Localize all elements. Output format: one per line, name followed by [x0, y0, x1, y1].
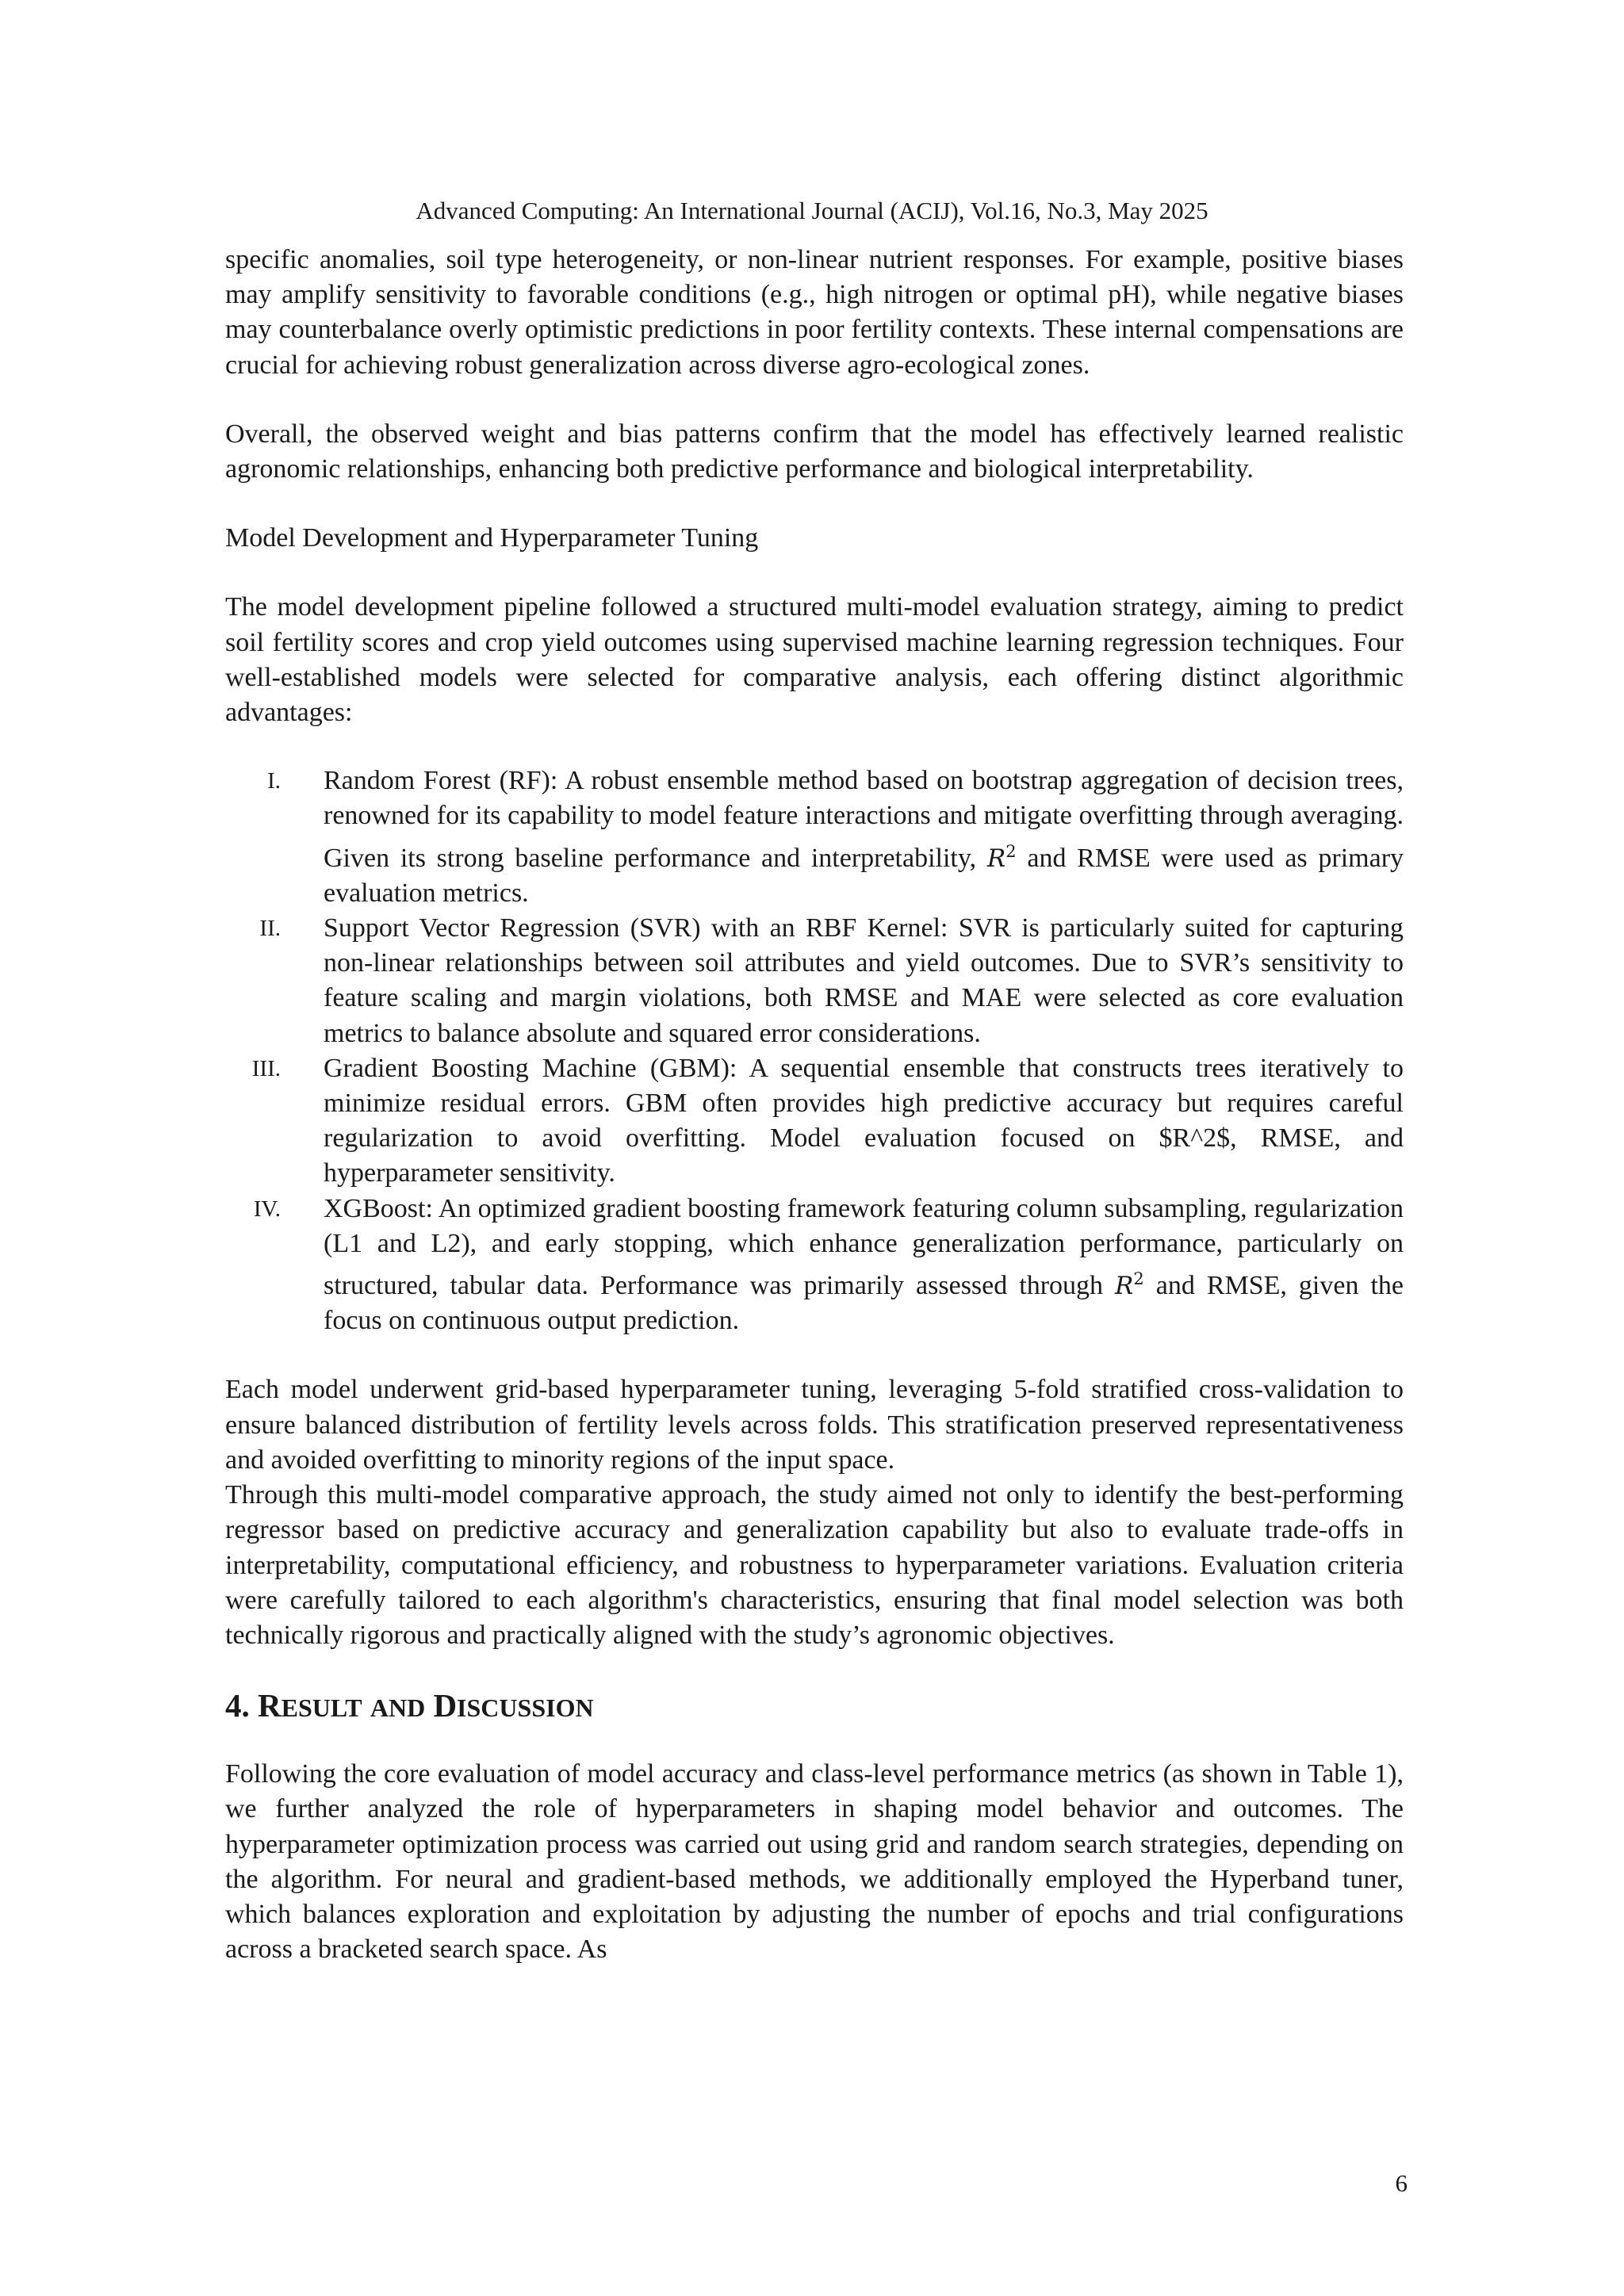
- list-item: [225, 1192, 1404, 1339]
- list-text: and RMSE, given the focus on continuous output prediction.: [324, 1271, 1404, 1336]
- list-number: III.: [251, 1055, 281, 1081]
- paragraph: Overall, the observed weight and bias patterns confirm that the model has effectively learned realistic agronomic relationships, enhancing both predictive performance and biological interpretability.: [225, 419, 1404, 484]
- list-text: Random Forest (RF): A robust ensemble method based on bootstrap aggregation of decision trees, renowned for its capability to model feature interactions and mitigate overfitting through averaging. Given its strong baseline performance and interpretability,: [324, 766, 1404, 873]
- running-header: Advanced Computing: An International Journal (ACIJ), Vol.16, No.3, May 2025: [416, 197, 1208, 224]
- paragraph: The model development pipeline followed a structured multi-model evaluation strategy, aiming to predict soil fertility scores and crop yield outcomes using supervised machine learning regression techniques. Four well-established models were selected for comparative analysis, each offering distinct algorithmic advantages:: [225, 592, 1404, 728]
- list-item: [225, 1051, 1404, 1192]
- math-symbol: $R^2$: [1115, 1269, 1144, 1301]
- list-item: [225, 763, 1404, 911]
- list-text: XGBoost: An optimized gradient boosting framework featuring column subsampling, regularization (L1 and L2), and early stopping, which enhance generalization performance, particularly on structured, tabular data. Performance was primarily assessed through: [324, 1193, 1404, 1301]
- paragraph: Following the core evaluation of model accuracy and class-level performance metrics (as shown in Table 1), we further analyzed the role of hyperparameters in shaping model behavior and outcomes. The hyperparameter optimization process was carried out using grid and random search strategies, depending on the algorithm. For neural and gradient-based methods, we additionally employed the Hyperband tuner, which balances exploration and exploitation by adjusting the number of epochs and trial configurations across a bracketed search space. As: [225, 1759, 1404, 1965]
- page-number: 6: [1395, 2169, 1408, 2197]
- list-number: IV.: [253, 1196, 281, 1222]
- section-heading: 4. RESULT AND DISCUSSION: [225, 1687, 594, 1724]
- paragraph: Through this multi-model comparative approach, the study aimed not only to identify the best-performing regressor based on predictive accuracy and generalization capability but also to evaluate trade-offs in interpretability, computational efficiency, and robustness to hyperparameter variations. Evaluation criteria were carefully tailored to each algorithm's characteristics, ensuring that final model selection was both technically rigorous and practically aligned with the study’s agronomic objectives.: [225, 1480, 1404, 1650]
- paragraph: Each model underwent grid-based hyperparameter tuning, leveraging 5-fold stratified cross-validation to ensure balanced distribution of fertility levels across folds. This stratification preserved representativeness and avoided overfitting to minority regions of the input space.: [225, 1375, 1404, 1475]
- list-text: Support Vector Regression (SVR) with an RBF Kernel: SVR is particularly suited for capturing non-linear relationships between soil attributes and yield outcomes. Due to SVR’s sensitivity to feature scaling and margin violations, both RMSE and MAE were selected as core evaluation metrics to balance absolute and squared error considerations.: [324, 913, 1404, 1048]
- subheading: Model Development and Hyperparameter Tuning: [225, 523, 759, 553]
- list-text: and RMSE were used as primary evaluation metrics.: [324, 843, 1404, 908]
- list-item: [225, 911, 1404, 1051]
- list-number: II.: [259, 916, 281, 942]
- math-symbol: $R^2$: [986, 841, 1017, 873]
- paragraph: specific anomalies, soil type heterogeneity, or non-linear nutrient responses. For example, positive biases may amplify sensitivity to favorable conditions (e.g., high nitrogen or optimal pH), while negative biases may counterbalance overly optimistic predictions in poor fertility contexts. These internal compensations are crucial for achieving robust generalization across diverse agro-ecological zones.: [225, 245, 1404, 380]
- list-number: I.: [267, 768, 281, 794]
- model-list: [225, 763, 1404, 1338]
- page-body: [225, 243, 1404, 1967]
- list-text: Gradient Boosting Machine (GBM): A sequential ensemble that constructs trees iteratively to minimize residual errors. GBM often provides high predictive accuracy but requires careful regularization to avoid overfitting. Model evaluation focused on $R^2$, RMSE, and hyperparameter sensitivity.: [324, 1053, 1404, 1188]
